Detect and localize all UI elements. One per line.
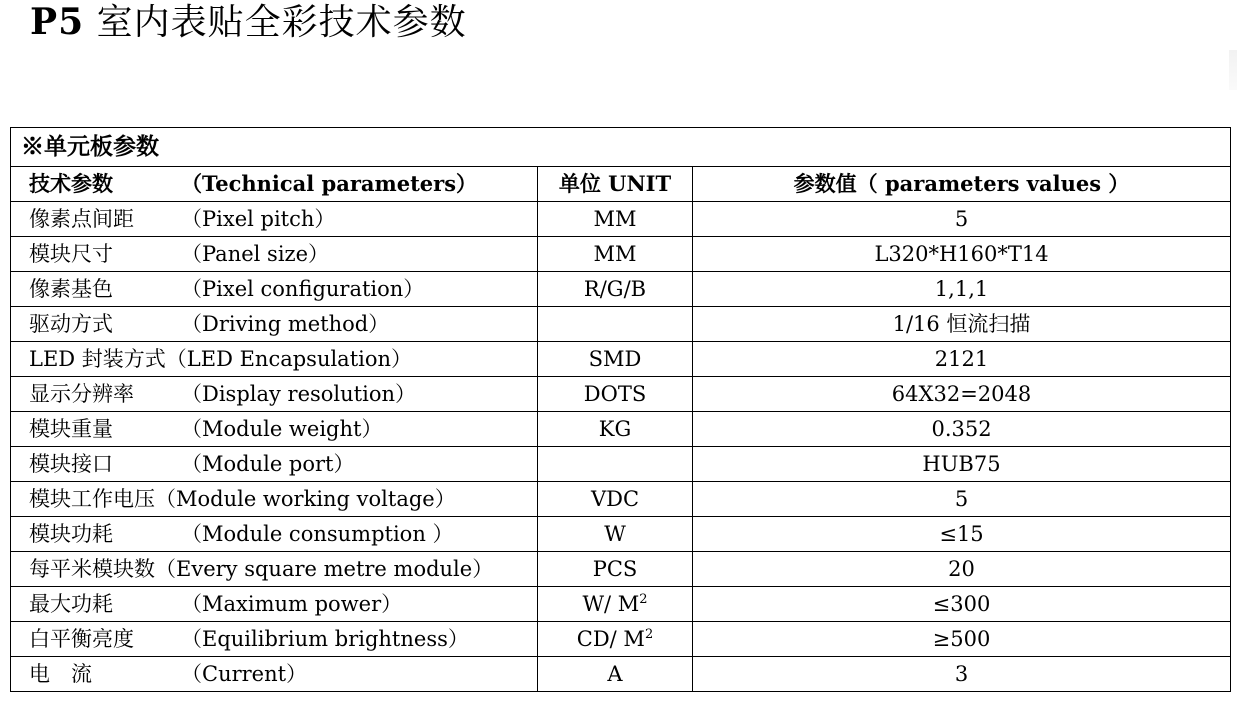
table-row	[11, 202, 1231, 237]
param-cell	[11, 307, 538, 342]
unit-superscript: 2	[644, 627, 654, 642]
table-row	[11, 622, 1231, 657]
unit-text: A	[607, 662, 623, 686]
header-parameter	[11, 167, 538, 202]
title-prefix: P5	[30, 1, 85, 43]
param-name-en: （Equilibrium brightness）	[181, 627, 469, 651]
unit-text: W	[604, 522, 626, 546]
value-cell: 64X32=2048	[693, 377, 1231, 412]
param-cell	[11, 237, 538, 272]
param-cell	[11, 587, 538, 622]
value-cell: 20	[693, 552, 1231, 587]
unit-text: MM	[593, 207, 637, 231]
value-cell: 5	[693, 482, 1231, 517]
param-name-cn: 显示分辨率	[29, 382, 134, 406]
param-name-en: （Module weight）	[181, 417, 383, 441]
table-row	[11, 412, 1231, 447]
param-name-en: （Display resolution）	[181, 382, 416, 406]
param-cell	[11, 622, 538, 657]
section-title: ※单元板参数	[11, 128, 1231, 167]
param-name-en: （Current）	[181, 662, 308, 686]
table-body	[11, 202, 1231, 692]
unit-text: DOTS	[583, 382, 647, 406]
unit-cell	[538, 412, 693, 447]
table-row	[11, 517, 1231, 552]
unit-text: R/G/B	[583, 277, 647, 301]
value-cell: ≤15	[693, 517, 1231, 552]
param-cell	[11, 412, 538, 447]
param-name-cn: LED 封装方式	[29, 347, 166, 371]
param-name-cn: 电 流	[29, 662, 92, 686]
unit-cell	[538, 657, 693, 692]
unit-text: W/ M	[582, 592, 640, 616]
param-cell	[11, 447, 538, 482]
param-name-cn: 像素点间距	[29, 207, 134, 231]
edge-shadow	[1229, 50, 1237, 90]
unit-cell	[538, 447, 693, 482]
param-cell	[11, 342, 538, 377]
param-name-cn: 模块尺寸	[29, 242, 113, 266]
unit-cell	[538, 202, 693, 237]
param-name-en: （LED Encapsulation）	[165, 347, 413, 371]
param-cell	[11, 517, 538, 552]
param-cell	[11, 657, 538, 692]
param-name-en: （Maximum power）	[181, 592, 403, 616]
param-name-cn: 像素基色	[29, 277, 113, 301]
unit-cell	[538, 587, 693, 622]
param-cell	[11, 377, 538, 412]
unit-cell	[538, 307, 693, 342]
param-cell	[11, 272, 538, 307]
param-name-en: （Panel size）	[181, 242, 330, 266]
unit-cell	[538, 272, 693, 307]
header-row	[11, 167, 1231, 202]
unit-cell	[538, 622, 693, 657]
param-name-cn: 模块接口	[29, 452, 113, 476]
value-cell: ≥500	[693, 622, 1231, 657]
unit-text: SMD	[588, 347, 642, 371]
param-name-cn: 模块重量	[29, 417, 113, 441]
value-cell: L320*H160*T14	[693, 237, 1231, 272]
unit-superscript: 2	[639, 592, 648, 607]
table-row	[11, 307, 1231, 342]
unit-cell	[538, 377, 693, 412]
param-name-cn: 白平衡亮度	[29, 627, 134, 651]
header-value: 参数值（ parameters values ）	[693, 167, 1231, 202]
param-name-en: （Module consumption ）	[181, 522, 454, 546]
table-row	[11, 237, 1231, 272]
unit-cell	[538, 342, 693, 377]
unit-text: CD/ M	[576, 627, 645, 651]
value-cell: 3	[693, 657, 1231, 692]
unit-cell	[538, 552, 693, 587]
value-cell: 2121	[693, 342, 1231, 377]
unit-cell	[538, 517, 693, 552]
param-name-en: （Every square metre module）	[155, 557, 494, 581]
param-name-cn: 模块工作电压	[29, 487, 155, 511]
param-name-en: （Pixel configuration）	[181, 277, 425, 301]
param-name-en: （Module working voltage）	[155, 487, 456, 511]
table-row	[11, 342, 1231, 377]
title-text: 室内表贴全彩技术参数	[96, 2, 467, 43]
table-row	[11, 377, 1231, 412]
table-row	[11, 552, 1231, 587]
param-name-cn: 每平米模块数	[29, 557, 155, 581]
table-row	[11, 587, 1231, 622]
value-cell: HUB75	[693, 447, 1231, 482]
unit-cell	[538, 237, 693, 272]
header-param-cn: 技术参数	[29, 171, 113, 196]
table-row	[11, 657, 1231, 692]
unit-text: KG	[598, 417, 632, 441]
param-name-en: （Driving method）	[181, 312, 390, 336]
table-row	[11, 482, 1231, 517]
value-cell: 1/16 恒流扫描	[693, 307, 1231, 342]
header-param-en: （Technical parameters）	[181, 171, 478, 196]
param-cell	[11, 552, 538, 587]
value-cell: ≤300	[693, 587, 1231, 622]
param-name-cn: 驱动方式	[29, 312, 113, 336]
param-name-cn: 模块功耗	[29, 522, 113, 546]
section-row	[11, 128, 1231, 167]
param-cell	[11, 202, 538, 237]
table-row	[11, 447, 1231, 482]
value-cell: 5	[693, 202, 1231, 237]
value-cell: 1,1,1	[693, 272, 1231, 307]
table-row	[11, 272, 1231, 307]
parameters-table	[10, 127, 1231, 692]
unit-cell	[538, 482, 693, 517]
value-cell: 0.352	[693, 412, 1231, 447]
param-name-en: （Pixel pitch）	[181, 207, 336, 231]
unit-text: PCS	[592, 557, 638, 581]
param-name-cn: 最大功耗	[29, 592, 113, 616]
param-cell	[11, 482, 538, 517]
param-name-en: （Module port）	[181, 452, 355, 476]
header-unit: 单位 UNIT	[538, 167, 693, 202]
unit-text: VDC	[590, 487, 640, 511]
unit-text: MM	[593, 242, 637, 266]
page-title	[30, 0, 467, 45]
